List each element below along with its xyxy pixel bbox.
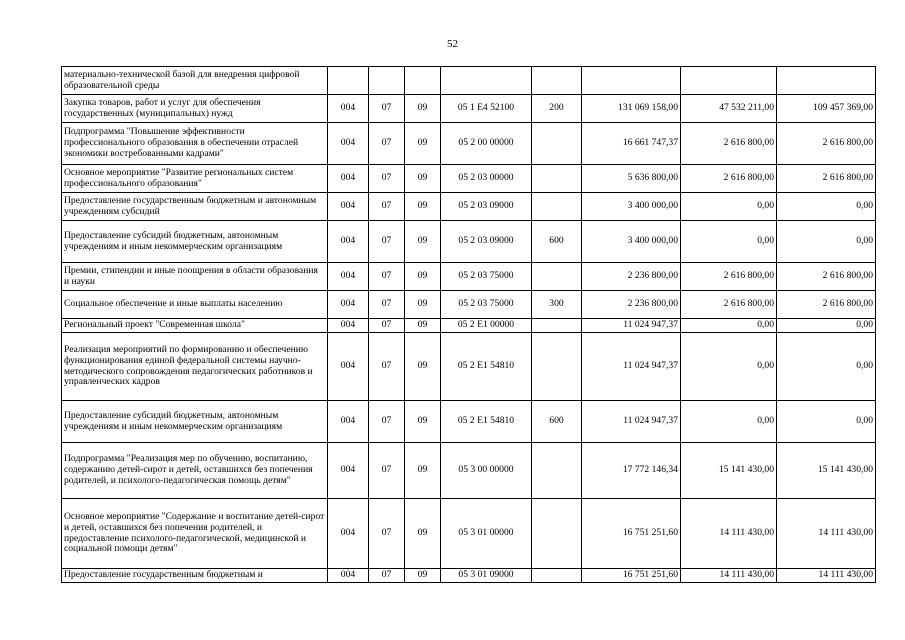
cell-vr <box>532 165 582 193</box>
table-row <box>62 193 876 221</box>
cell-sum-3: 14 111 430,00 <box>777 569 876 583</box>
cell-sum-3: 2 616 800,00 <box>777 123 876 165</box>
cell-pr <box>405 67 441 95</box>
cell-sum-3: 0,00 <box>777 401 876 443</box>
cell-csr: 05 2 03 75000 <box>441 263 532 291</box>
table-row <box>62 569 876 583</box>
cell-pr: 09 <box>405 263 441 291</box>
table-row <box>62 499 876 569</box>
cell-ved: 004 <box>328 291 369 319</box>
cell-rz: 07 <box>369 319 405 333</box>
cell-pr: 09 <box>405 443 441 499</box>
cell-rz: 07 <box>369 95 405 123</box>
cell-pr: 09 <box>405 319 441 333</box>
cell-sum-1: 131 069 158,00 <box>582 95 681 123</box>
cell-sum-1: 2 236 800,00 <box>582 263 681 291</box>
cell-vr <box>532 569 582 583</box>
cell-sum-3: 0,00 <box>777 319 876 333</box>
cell-sum-1: 5 636 800,00 <box>582 165 681 193</box>
cell-sum-3: 0,00 <box>777 193 876 221</box>
cell-ved: 004 <box>328 333 369 401</box>
table-row <box>62 291 876 319</box>
table-row <box>62 263 876 291</box>
table-row <box>62 443 876 499</box>
cell-rz: 07 <box>369 193 405 221</box>
cell-sum-3: 109 457 369,00 <box>777 95 876 123</box>
cell-ved: 004 <box>328 443 369 499</box>
cell-rz: 07 <box>369 221 405 263</box>
cell-rz: 07 <box>369 165 405 193</box>
cell-sum-3: 2 616 800,00 <box>777 291 876 319</box>
cell-csr: 05 2 00 00000 <box>441 123 532 165</box>
cell-vr <box>532 319 582 333</box>
cell-name: Социальное обеспечение и иные выплаты населению <box>62 291 328 319</box>
cell-rz: 07 <box>369 263 405 291</box>
cell-csr: 05 3 01 09000 <box>441 569 532 583</box>
cell-name: Закупка товаров, работ и услуг для обеспечения государственных (муниципальных) нужд <box>62 95 328 123</box>
cell-rz: 07 <box>369 443 405 499</box>
cell-sum-2: 2 616 800,00 <box>681 165 777 193</box>
cell-csr: 05 2 03 09000 <box>441 193 532 221</box>
page-number: 52 <box>447 38 458 50</box>
cell-csr: 05 2 E1 00000 <box>441 319 532 333</box>
cell-rz: 07 <box>369 291 405 319</box>
cell-pr: 09 <box>405 95 441 123</box>
cell-rz: 07 <box>369 123 405 165</box>
cell-sum-1: 16 751 251,60 <box>582 499 681 569</box>
cell-vr <box>532 333 582 401</box>
cell-sum-2: 0,00 <box>681 319 777 333</box>
cell-pr: 09 <box>405 165 441 193</box>
cell-csr: 05 2 E1 54810 <box>441 333 532 401</box>
cell-pr: 09 <box>405 123 441 165</box>
cell-sum-3: 0,00 <box>777 333 876 401</box>
cell-rz: 07 <box>369 333 405 401</box>
cell-ved: 004 <box>328 165 369 193</box>
cell-name: Основное мероприятие "Развитие региональных систем профессионального образования" <box>62 165 328 193</box>
table-body <box>62 67 876 583</box>
cell-sum-1: 11 024 947,37 <box>582 333 681 401</box>
cell-name: Реализация мероприятий по формированию и обеспечению функционирования единой федеральной системы научно-методического сопровождения педагогических работников и управленческих кадров <box>62 333 328 401</box>
cell-pr: 09 <box>405 221 441 263</box>
cell-pr: 09 <box>405 569 441 583</box>
table-row <box>62 221 876 263</box>
cell-sum-1: 16 751 251,60 <box>582 569 681 583</box>
cell-vr: 600 <box>532 401 582 443</box>
cell-csr: 05 1 E4 52100 <box>441 95 532 123</box>
cell-sum-2: 47 532 211,00 <box>681 95 777 123</box>
cell-ved: 004 <box>328 95 369 123</box>
cell-sum-2: 2 616 800,00 <box>681 263 777 291</box>
cell-sum-3: 2 616 800,00 <box>777 165 876 193</box>
cell-vr <box>532 193 582 221</box>
cell-sum-2: 2 616 800,00 <box>681 291 777 319</box>
cell-ved: 004 <box>328 221 369 263</box>
cell-pr: 09 <box>405 291 441 319</box>
cell-sum-2: 0,00 <box>681 333 777 401</box>
cell-sum-1: 16 661 747,37 <box>582 123 681 165</box>
cell-pr: 09 <box>405 401 441 443</box>
cell-pr: 09 <box>405 333 441 401</box>
cell-name: Предоставление государственным бюджетным и автономным учреждениям субсидий <box>62 193 328 221</box>
cell-csr: 05 3 00 00000 <box>441 443 532 499</box>
cell-sum-2: 2 616 800,00 <box>681 123 777 165</box>
table-row <box>62 165 876 193</box>
cell-csr: 05 3 01 00000 <box>441 499 532 569</box>
cell-sum-2: 14 111 430,00 <box>681 569 777 583</box>
cell-vr <box>532 123 582 165</box>
cell-vr: 200 <box>532 95 582 123</box>
cell-name: Премии, стипендии и иные поощрения в области образования и науки <box>62 263 328 291</box>
budget-table <box>61 66 876 583</box>
cell-sum-2 <box>681 67 777 95</box>
cell-csr: 05 2 03 00000 <box>441 165 532 193</box>
table-row <box>62 123 876 165</box>
cell-csr <box>441 67 532 95</box>
table-row <box>62 67 876 95</box>
cell-name: Предоставление субсидий бюджетным, автономным учреждениям и иным некоммерческим организациям <box>62 221 328 263</box>
cell-vr: 600 <box>532 221 582 263</box>
cell-sum-1 <box>582 67 681 95</box>
cell-name: Подпрограмма "Реализация мер по обучению, воспитанию, содержанию детей-сирот и детей, оставшихся без попечения родителей, и психолого-педагогическая помощь детям" <box>62 443 328 499</box>
cell-ved: 004 <box>328 263 369 291</box>
cell-rz: 07 <box>369 569 405 583</box>
cell-pr: 09 <box>405 193 441 221</box>
cell-sum-2: 14 111 430,00 <box>681 499 777 569</box>
cell-rz: 07 <box>369 499 405 569</box>
cell-name: Предоставление субсидий бюджетным, автономным учреждениям и иным некоммерческим организациям <box>62 401 328 443</box>
cell-sum-1: 17 772 146,34 <box>582 443 681 499</box>
cell-vr <box>532 443 582 499</box>
cell-vr <box>532 263 582 291</box>
cell-ved: 004 <box>328 193 369 221</box>
cell-sum-1: 3 400 000,00 <box>582 221 681 263</box>
cell-csr: 05 2 03 75000 <box>441 291 532 319</box>
cell-rz <box>369 67 405 95</box>
table-row <box>62 319 876 333</box>
cell-sum-2: 15 141 430,00 <box>681 443 777 499</box>
cell-ved: 004 <box>328 499 369 569</box>
cell-ved <box>328 67 369 95</box>
cell-csr: 05 2 03 09000 <box>441 221 532 263</box>
table-row <box>62 95 876 123</box>
cell-name: Предоставление государственным бюджетным и <box>62 569 328 583</box>
cell-sum-2: 0,00 <box>681 221 777 263</box>
cell-vr <box>532 67 582 95</box>
cell-pr: 09 <box>405 499 441 569</box>
cell-sum-3: 14 111 430,00 <box>777 499 876 569</box>
cell-vr <box>532 499 582 569</box>
cell-ved: 004 <box>328 569 369 583</box>
cell-sum-1: 2 236 800,00 <box>582 291 681 319</box>
cell-name: материально-технической базой для внедрения цифровой образовательной среды <box>62 67 328 95</box>
cell-name: Региональный проект "Современная школа" <box>62 319 328 333</box>
cell-sum-3: 2 616 800,00 <box>777 263 876 291</box>
cell-vr: 300 <box>532 291 582 319</box>
cell-sum-2: 0,00 <box>681 193 777 221</box>
cell-sum-1: 11 024 947,37 <box>582 319 681 333</box>
table-row <box>62 401 876 443</box>
cell-sum-3: 0,00 <box>777 221 876 263</box>
cell-sum-2: 0,00 <box>681 401 777 443</box>
cell-ved: 004 <box>328 123 369 165</box>
cell-ved: 004 <box>328 319 369 333</box>
cell-name: Подпрограмма "Повышение эффективности профессионального образования в обеспечении отраслей экономики востребованными кадрами" <box>62 123 328 165</box>
cell-sum-1: 11 024 947,37 <box>582 401 681 443</box>
cell-sum-3 <box>777 67 876 95</box>
table-row <box>62 333 876 401</box>
cell-ved: 004 <box>328 401 369 443</box>
cell-name: Основное мероприятие "Содержание и воспитание детей-сирот и детей, оставшихся без попечения родителей, и предоставление психолого-педагогической, медицинской и социальной помощи детям" <box>62 499 328 569</box>
cell-sum-3: 15 141 430,00 <box>777 443 876 499</box>
cell-csr: 05 2 E1 54810 <box>441 401 532 443</box>
cell-sum-1: 3 400 000,00 <box>582 193 681 221</box>
cell-rz: 07 <box>369 401 405 443</box>
